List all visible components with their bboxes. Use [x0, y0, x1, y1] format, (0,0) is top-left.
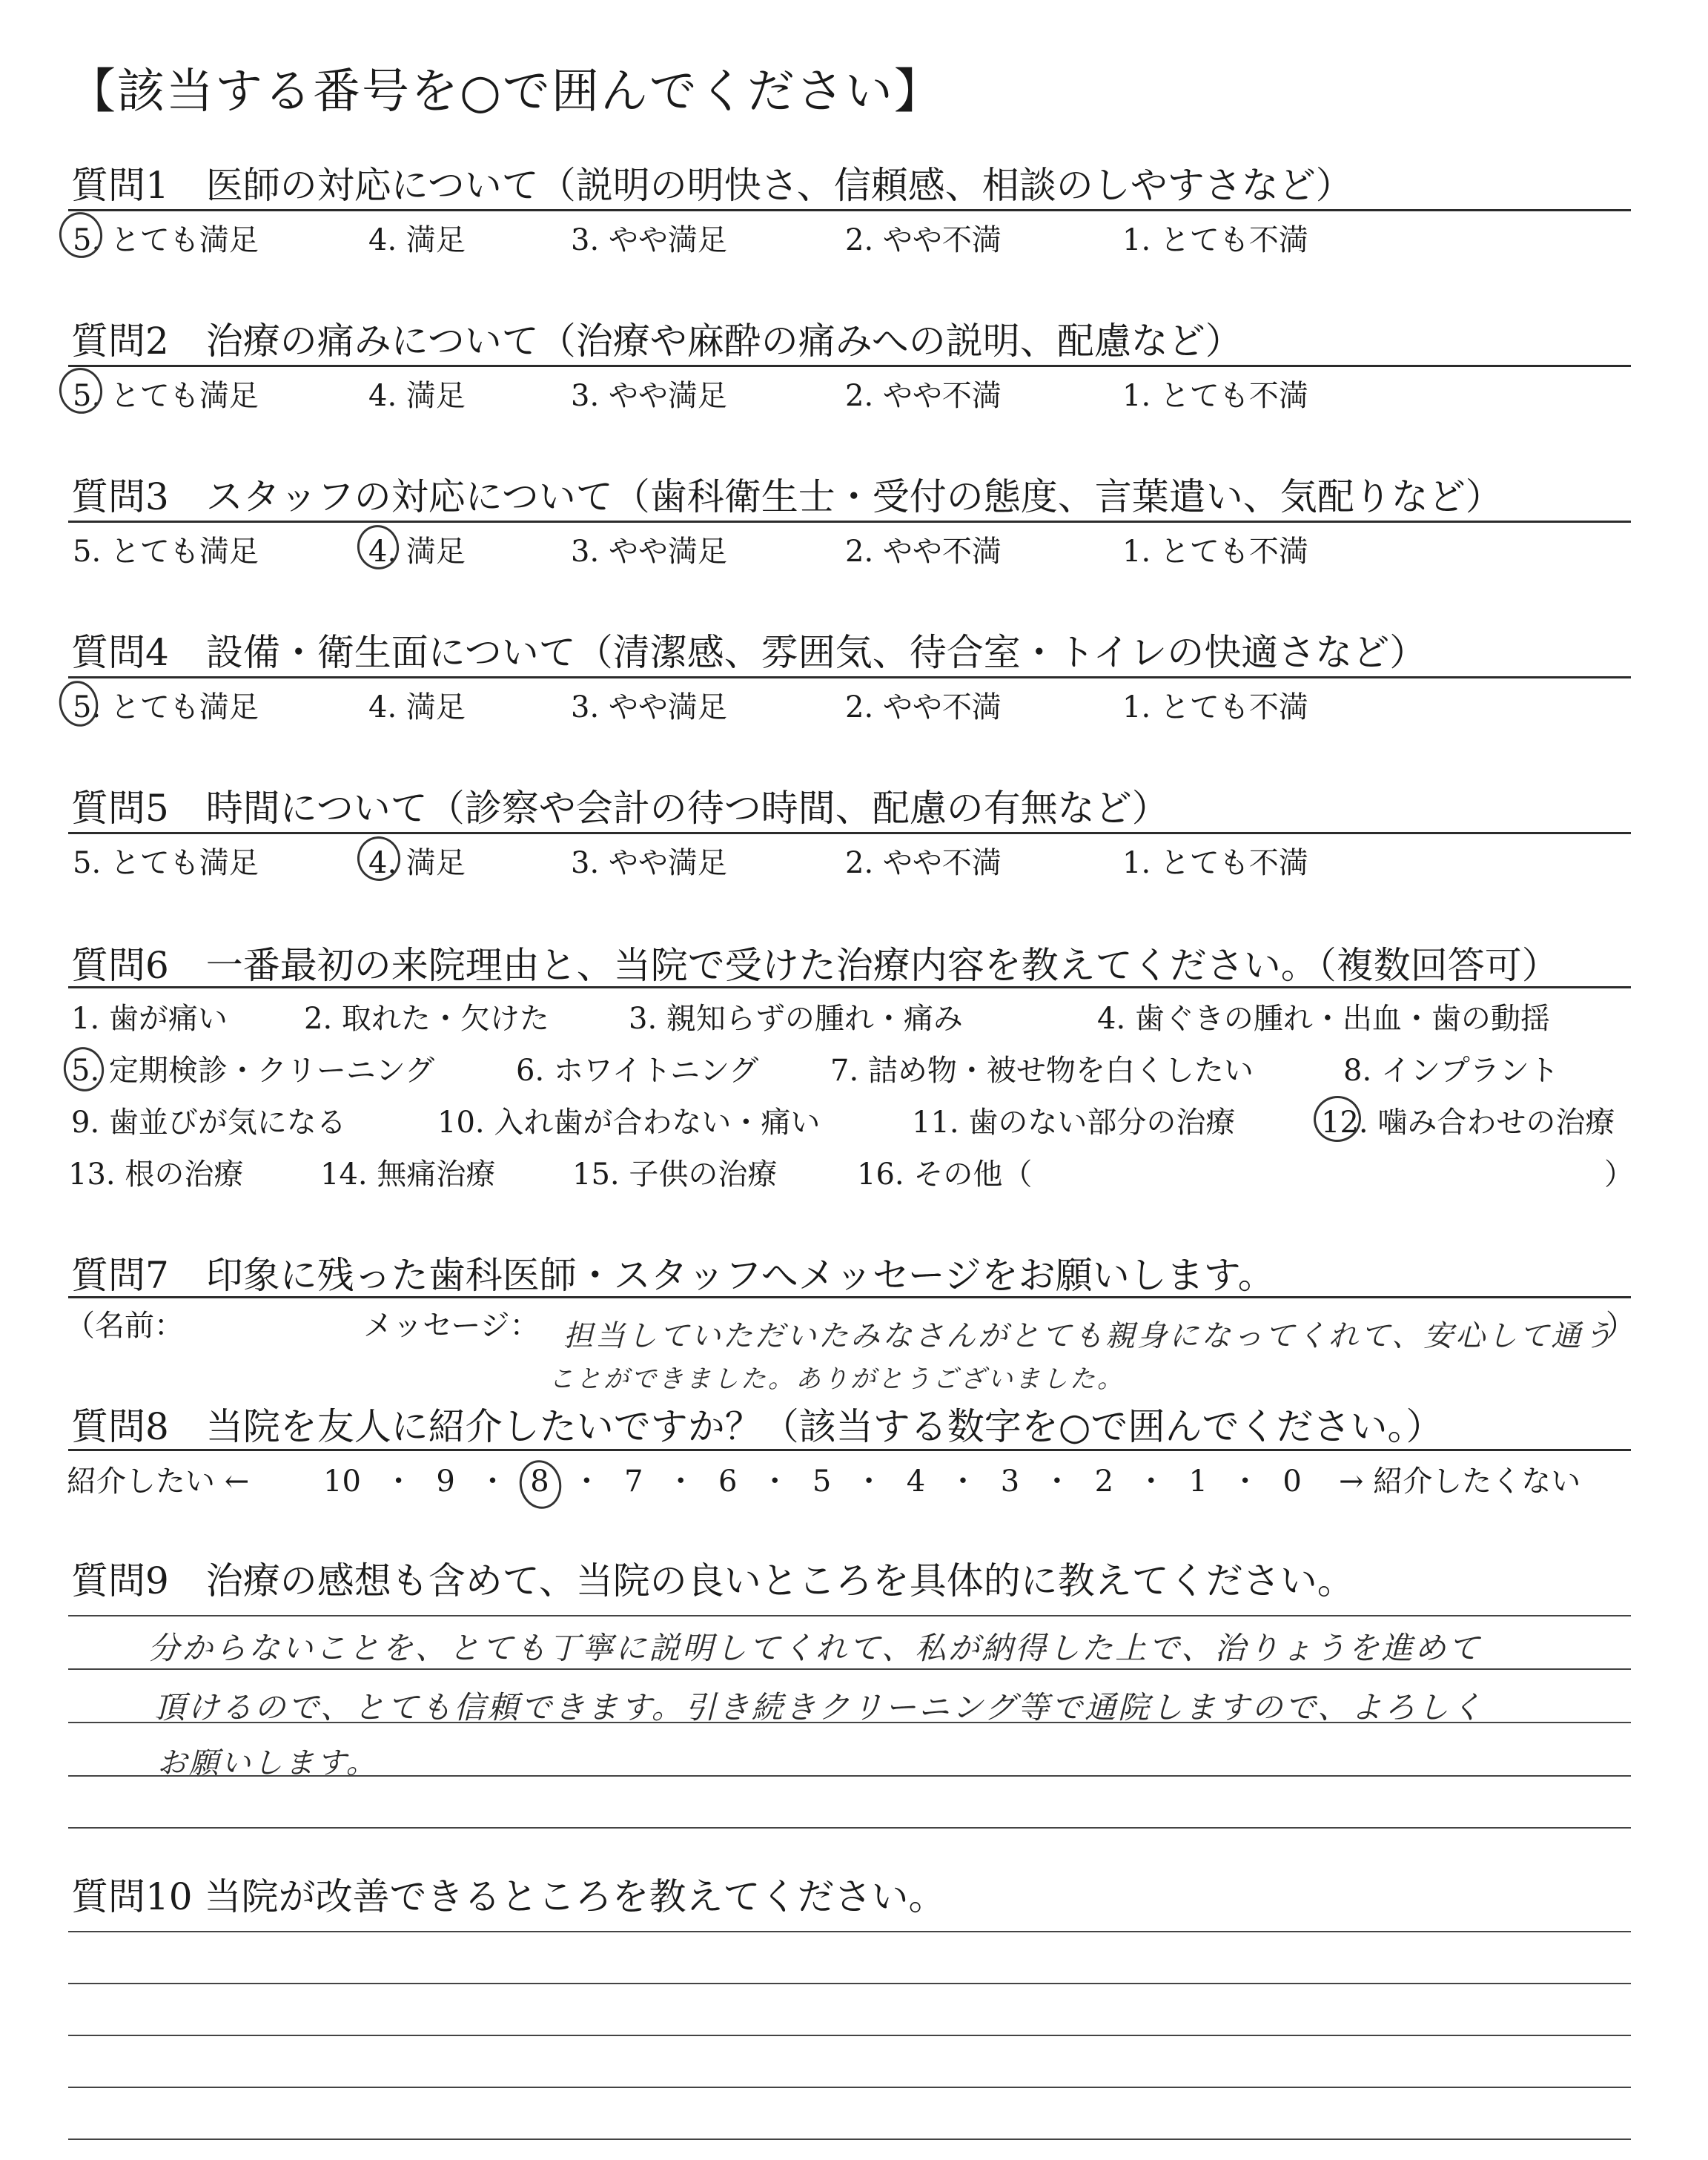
q6-option-13[interactable]: 13. 根の治療: [68, 1157, 244, 1192]
question-5-title: 質問5 時間について（診察や会計の待つ時間、配慮の有無など）: [71, 787, 1169, 830]
q8-scale-2[interactable]: 2: [1094, 1464, 1114, 1499]
q3-option-3[interactable]: 3. やや満足: [571, 535, 727, 569]
question-5-rule: [68, 832, 1631, 834]
q6-option-12[interactable]: 12. 噛み合わせの治療: [1321, 1106, 1615, 1140]
q4-option-3[interactable]: 3. やや満足: [571, 690, 727, 724]
q1-option-1[interactable]: 1. とても不満: [1122, 223, 1308, 257]
q8-separator: ・: [760, 1464, 790, 1499]
q10-line-2: [68, 1983, 1631, 1984]
q10-line-4: [68, 2087, 1631, 2088]
q6-option-9[interactable]: 9. 歯並びが気になる: [71, 1106, 346, 1140]
q6-option-10[interactable]: 10. 入れ歯が合わない・痛い: [437, 1106, 821, 1140]
question-4-rule: [68, 676, 1631, 678]
question-3-title: 質問3 スタッフの対応について（歯科衛生士・受付の態度、言葉遣い、気配りなど）: [71, 475, 1503, 518]
q6-other-close-paren: ）: [1604, 1157, 1634, 1192]
q4-option-5[interactable]: 5. とても満足: [73, 690, 259, 724]
question-4-title: 質問4 設備・衛生面について（清潔感、雰囲気、待合室・トイレの快適さなど）: [71, 631, 1427, 674]
q10-line-5: [68, 2138, 1631, 2140]
q7-handwritten-line-1: 担当していただいたみなさんがとても親身になってくれて、安心して通う: [563, 1319, 1615, 1353]
question-3-rule: [68, 521, 1631, 523]
question-2-rule: [68, 365, 1631, 367]
q4-option-1[interactable]: 1. とても不満: [1122, 690, 1308, 724]
q10-line-1: [68, 1931, 1631, 1932]
question-2-title: 質問2 治療の痛みについて（治療や麻酔の痛みへの説明、配慮など）: [71, 320, 1242, 363]
q8-separator: ・: [572, 1464, 602, 1499]
q1-option-3[interactable]: 3. やや満足: [571, 223, 727, 257]
q8-scale: [323, 1458, 1302, 1500]
q8-separator: ・: [383, 1464, 414, 1499]
q6-option-6[interactable]: 6. ホワイトニング: [516, 1054, 759, 1088]
q8-scale-7[interactable]: 7: [624, 1464, 643, 1499]
q8-scale-4[interactable]: 4: [906, 1464, 926, 1499]
q6-option-16[interactable]: 16. その他（: [857, 1157, 1033, 1192]
q2-option-1[interactable]: 1. とても不満: [1122, 379, 1308, 413]
q7-message-label: メッセージ：: [363, 1309, 540, 1343]
q3-option-2[interactable]: 2. やや不満: [845, 535, 1002, 569]
q6-option-14[interactable]: 14. 無痛治療: [320, 1157, 496, 1192]
q6-option-4[interactable]: 4. 歯ぐきの腫れ・出血・歯の動揺: [1097, 1002, 1550, 1036]
q6-option-2[interactable]: 2. 取れた・欠けた: [304, 1002, 549, 1036]
q8-scale-5[interactable]: 5: [812, 1464, 832, 1499]
question-1-title: 質問1 医師の対応について（説明の明快さ、信頼感、相談のしやすさなど）: [71, 164, 1353, 207]
q8-scale-3[interactable]: 3: [1000, 1464, 1020, 1499]
q7-name-label: （名前：: [65, 1309, 184, 1343]
q2-option-3[interactable]: 3. やや満足: [571, 379, 727, 413]
q8-scale-0[interactable]: 0: [1282, 1464, 1302, 1499]
q5-option-5[interactable]: 5. とても満足: [73, 846, 259, 880]
q9-line-1: [68, 1615, 1631, 1616]
q5-option-4[interactable]: 4. 満足: [368, 846, 466, 880]
question-9-title: 質問9 治療の感想も含めて、当院の良いところを具体的に教えてください。: [71, 1559, 1354, 1602]
q1-option-4[interactable]: 4. 満足: [368, 223, 466, 257]
q9-handwritten-line-2: 頂けるので、とても信頼できます。引き続きクリーニング等で通院しますので、よろしく: [154, 1689, 1485, 1725]
q8-left-label: 紹介したい ←: [67, 1464, 250, 1499]
q6-option-11[interactable]: 11. 歯のない部分の治療: [912, 1106, 1236, 1140]
q9-line-2: [68, 1668, 1631, 1670]
question-6-title: 質問6 一番最初の来院理由と、当院で受けた治療内容を教えてください。（複数回答可）: [71, 944, 1559, 987]
q8-scale-1[interactable]: 1: [1188, 1464, 1208, 1499]
q8-scale-9[interactable]: 9: [436, 1464, 455, 1499]
q9-line-5: [68, 1827, 1631, 1829]
q6-option-8[interactable]: 8. インプラント: [1343, 1054, 1559, 1088]
question-8-rule: [68, 1449, 1631, 1451]
q2-option-5[interactable]: 5. とても満足: [73, 379, 259, 413]
q8-selection-circle: [515, 1456, 566, 1513]
q5-option-3[interactable]: 3. やや満足: [571, 846, 727, 880]
q8-right-label: → 紹介したくない: [1339, 1464, 1581, 1499]
q8-scale-10[interactable]: 10: [323, 1464, 361, 1499]
page-title: 【該当する番号を○で囲んでください】: [68, 65, 943, 119]
question-8-title: 質問8 当院を友人に紹介したいですか？（該当する数字を○で囲んでください。）: [71, 1405, 1443, 1448]
q3-option-1[interactable]: 1. とても不満: [1122, 535, 1308, 569]
q1-option-5[interactable]: 5. とても満足: [73, 223, 259, 257]
q2-option-2[interactable]: 2. やや不満: [845, 379, 1002, 413]
q7-close-paren: ）: [1606, 1309, 1635, 1343]
q5-option-1[interactable]: 1. とても不満: [1122, 846, 1308, 880]
q6-option-15[interactable]: 15. 子供の治療: [572, 1157, 778, 1192]
q6-option-1[interactable]: 1. 歯が痛い: [71, 1002, 228, 1036]
q8-separator: ・: [854, 1464, 884, 1499]
q6-option-7[interactable]: 7. 詰め物・被せ物を白くしたい: [830, 1054, 1254, 1088]
q8-separator: ・: [1230, 1464, 1260, 1499]
q3-option-4[interactable]: 4. 満足: [368, 535, 466, 569]
q8-scale-6[interactable]: 6: [718, 1464, 738, 1499]
q6-option-3[interactable]: 3. 親知らずの腫れ・痛み: [629, 1002, 963, 1036]
q2-option-4[interactable]: 4. 満足: [368, 379, 466, 413]
q8-separator: ・: [1136, 1464, 1166, 1499]
q3-option-5[interactable]: 5. とても満足: [73, 535, 259, 569]
question-1-rule: [68, 209, 1631, 211]
question-10-title: 質問10 当院が改善できるところを教えてください。: [71, 1875, 946, 1918]
q9-handwritten-line-1: 分からないことを、とても丁寧に説明してくれて、私が納得した上で、治りょうを進めて: [148, 1630, 1482, 1666]
question-6-rule: [68, 986, 1631, 988]
q4-option-2[interactable]: 2. やや不満: [845, 690, 1002, 724]
question-7-title: 質問7 印象に残った歯科医師・スタッフへメッセージをお願いします。: [71, 1254, 1275, 1297]
q1-option-2[interactable]: 2. やや不満: [845, 223, 1002, 257]
q4-option-4[interactable]: 4. 満足: [368, 690, 466, 724]
q7-handwritten-line-2: ことができました。ありがとうございました。: [549, 1364, 1125, 1394]
q8-separator: ・: [666, 1464, 696, 1499]
q5-option-2[interactable]: 2. やや不満: [845, 846, 1002, 880]
q10-line-3: [68, 2035, 1631, 2036]
q9-handwritten-line-3: お願いします。: [157, 1746, 378, 1780]
question-7-rule: [68, 1296, 1631, 1298]
q6-option-5[interactable]: 5. 定期検診・クリーニング: [71, 1054, 435, 1088]
q8-scale-8[interactable]: 8: [530, 1464, 558, 1499]
q8-separator: ・: [477, 1464, 508, 1499]
q8-separator: ・: [1042, 1464, 1072, 1499]
q8-separator: ・: [947, 1464, 978, 1499]
